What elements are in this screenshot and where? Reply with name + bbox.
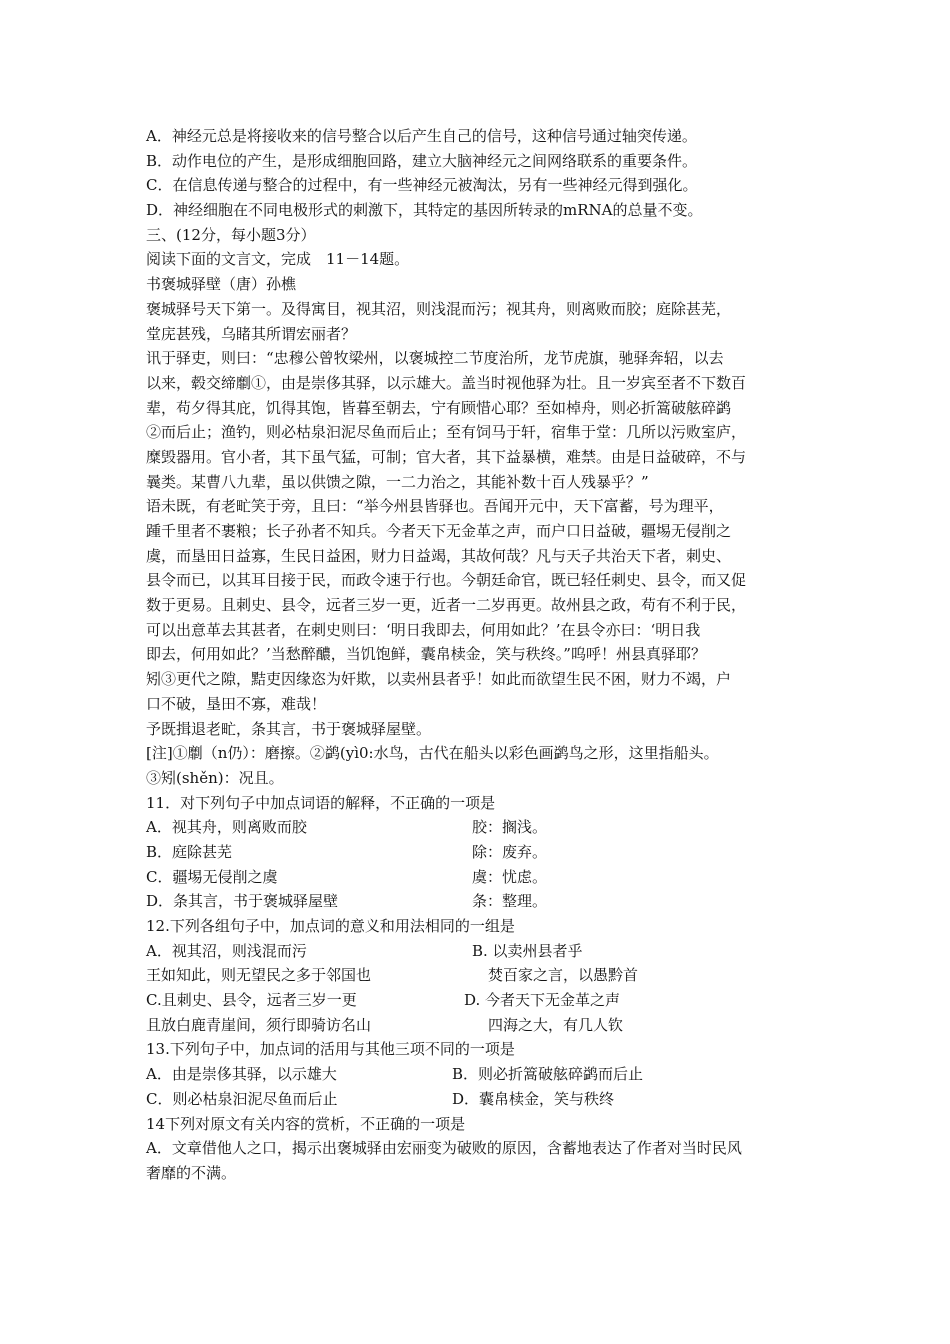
q12-option-c: C.且刺史、县令，远者三岁一更 bbox=[146, 991, 357, 1010]
passage-line: 予既揖退老甿，条其言，书于褒城驿屋壁。 bbox=[146, 719, 432, 738]
q14-option-a: A．文章借他人之口，揭示出褒城驿由宏丽变为破败的原因，含蓄地表达了作者对当时民风 bbox=[146, 1139, 742, 1158]
passage-line: 语未既，有老甿笑于旁，且曰：“举今州县皆驿也。吾闻开元中，天下富蓄，号为理平， bbox=[146, 497, 724, 516]
q13-row-2 bbox=[146, 1087, 806, 1112]
passage-line: 数于更易。且刺史、县令，远者三岁一更，近者一二岁再更。故州县之政，苟有不利于民， bbox=[146, 596, 747, 615]
q10-option-b: B．动作电位的产生，是形成细胞回路，建立大脑神经元之间网络联系的重要条件。 bbox=[146, 151, 698, 170]
q10-option-d: D．神经细胞在不同电极形式的刺激下，其特定的基因所转录的mRNA的总量不变。 bbox=[146, 201, 703, 220]
notes bbox=[146, 741, 806, 790]
q13-row-1 bbox=[146, 1062, 806, 1087]
question-12 bbox=[146, 914, 806, 1037]
passage-line: 口不破，垦田不寡，难哉！ bbox=[146, 694, 327, 713]
passage-line: 糜毁器用。官小者，其下虽气猛，可制；官大者，其下益暴横，难禁。由是日益破碎，不与 bbox=[146, 447, 747, 466]
passage-line: 堂庑甚残，乌睹其所谓宏丽者？ bbox=[146, 324, 357, 343]
q14-stem: 14下列对原文有关内容的赏析，不正确的一项是 bbox=[146, 1114, 466, 1133]
q12-row-4 bbox=[146, 1013, 806, 1038]
q12-option-d-pair: 四海之大，有几人钦 bbox=[488, 1015, 624, 1034]
q10-option-c: C．在信息传递与整合的过程中，有一些神经元被淘汰，另有一些神经元得到强化。 bbox=[146, 176, 698, 195]
passage-line: 曩类。某曹八九辈，虽以供馈之隙，一二力治之，其能补数十百人残暴乎？” bbox=[146, 472, 649, 491]
q11-option-d-explanation: 条：整理。 bbox=[472, 892, 548, 911]
q12-row-2 bbox=[146, 963, 806, 988]
passage-line: 县令而已，以其耳目接于民，而政令速于行也。今朝廷命官，既已轻任刺史、县令，而又促 bbox=[146, 571, 747, 590]
q12-option-b-pair: 焚百家之言，以愚黔首 bbox=[488, 966, 639, 985]
q11-option-d bbox=[146, 889, 806, 914]
q13-option-a: A．由是崇侈其驿，以示雄大 bbox=[146, 1065, 337, 1084]
q12-stem: 12.下列各组句子中，加点词的意义和用法相同的一组是 bbox=[146, 917, 515, 935]
q12-option-d: D. 今者天下无金革之声 bbox=[464, 991, 621, 1010]
q13-option-d: D．囊帛椟金，笑与秩终 bbox=[452, 1089, 615, 1108]
q10-options bbox=[146, 124, 806, 223]
passage-line: 即去，何用如此？’当愁醉醲，当饥饱鲜，囊帛椟金，笑与秩终。”呜呼！州县真驿耶？ bbox=[146, 645, 706, 664]
passage-line: 辈，苟夕得其庇，饥得其饱，皆暮至朝去，宁有顾惜心耶？至如棹舟，则必折篙破舷碎鹢 bbox=[146, 398, 732, 417]
section-title: 三、(12分，每小题3分） bbox=[146, 225, 316, 244]
q14-option-a-cont: 奢靡的不满。 bbox=[146, 1163, 237, 1182]
instruction: 阅读下面的文言文，完成 11－14题。 bbox=[146, 250, 410, 269]
passage-line: 可以出意革去其甚者，在刺史则曰：‘明日我即去，何用如此？’在县令亦曰：‘明日我 bbox=[146, 620, 701, 639]
passage-line: 虞，而垦田日益寡，生民日益困，财力日益竭，其故何哉？凡与天子共治天下者，刺史、 bbox=[146, 546, 732, 565]
q12-option-c-pair: 且放白鹿青崖间，须行即骑访名山 bbox=[146, 1015, 372, 1034]
q12-row-1 bbox=[146, 939, 806, 964]
q10-option-a: A．神经元总是将接收来的信号整合以后产生自己的信号，这种信号通过轴突传递。 bbox=[146, 127, 697, 145]
q11-stem: 11．对下列句子中加点词语的解释，不正确的一项是 bbox=[146, 793, 496, 812]
passage-line: ②而后止；渔钓，则必枯泉汩泥尽鱼而后止；至有饲马于轩，宿隼于堂：几所以污败室庐， bbox=[146, 423, 747, 442]
question-13 bbox=[146, 1037, 806, 1111]
q12-option-a-pair: 王如知此，则无望民之多于邻国也 bbox=[146, 966, 372, 985]
exam-page bbox=[146, 124, 806, 1186]
q11-option-c-explanation: 虞：忧虑。 bbox=[472, 867, 548, 886]
q12-option-b: B. 以卖州县者乎 bbox=[472, 941, 583, 960]
q13-option-c: C．则必枯泉汩泥尽鱼而后止 bbox=[146, 1089, 338, 1108]
q11-option-b bbox=[146, 840, 806, 865]
passage-line: 踵千里者不裹粮；长子孙者不知兵。今者天下无金革之声，而户口日益破，疆埸无侵削之 bbox=[146, 522, 732, 540]
note-line: [注]①劘（n仍）：磨擦。②鹢(yì0:水鸟，古代在船头以彩色画鹢鸟之形，这里指船头。 bbox=[146, 744, 719, 763]
q12-row-3 bbox=[146, 988, 806, 1013]
q11-option-b-explanation: 除：废弃。 bbox=[472, 842, 548, 861]
q11-option-a bbox=[146, 815, 806, 840]
passage-line: 以来，毂交缔劘①，由是崇侈其驿，以示雄大。盖当时视他驿为壮。且一岁宾至者不下数百 bbox=[146, 373, 747, 392]
q12-option-a: A．视其沼，则浅混而污 bbox=[146, 941, 307, 960]
q11-option-c bbox=[146, 865, 806, 890]
question-11 bbox=[146, 791, 806, 914]
q11-option-d-sentence: D．条其言，书于褒城驿屋壁 bbox=[146, 892, 339, 911]
passage-line: 讯于驿吏，则曰：“忠穆公曾牧梁州，以褒城控二节度治所，龙节虎旗，驰驿奔轺，以去 bbox=[146, 349, 724, 368]
question-14 bbox=[146, 1112, 806, 1186]
passage-line: 矧③更代之隙，黠吏因缘恣为奸欺，以卖州县者乎！如此而欲望生民不困，财力不竭，户 bbox=[146, 670, 732, 689]
q11-option-a-sentence: A．视其舟，则离败而胶 bbox=[146, 818, 307, 837]
passage-title: 书褒城驿壁（唐）孙樵 bbox=[146, 275, 297, 294]
note-line: ③矧(shěn)：况且。 bbox=[146, 768, 284, 787]
q11-option-a-explanation: 胶：搁浅。 bbox=[472, 818, 548, 837]
q13-stem: 13.下列句子中，加点词的活用与其他三项不同的一项是 bbox=[146, 1040, 515, 1059]
passage-line: 褒城驿号天下第一。及得寓目，视其沼，则浅混而污；视其舟，则离败而胶；庭除甚芜， bbox=[146, 299, 732, 318]
passage bbox=[146, 297, 806, 741]
q11-option-b-sentence: B．庭除甚芜 bbox=[146, 842, 233, 861]
q13-option-b: B．则必折篙破舷碎鹢而后止 bbox=[452, 1065, 644, 1084]
q11-option-c-sentence: C．疆埸无侵削之虞 bbox=[146, 867, 278, 886]
